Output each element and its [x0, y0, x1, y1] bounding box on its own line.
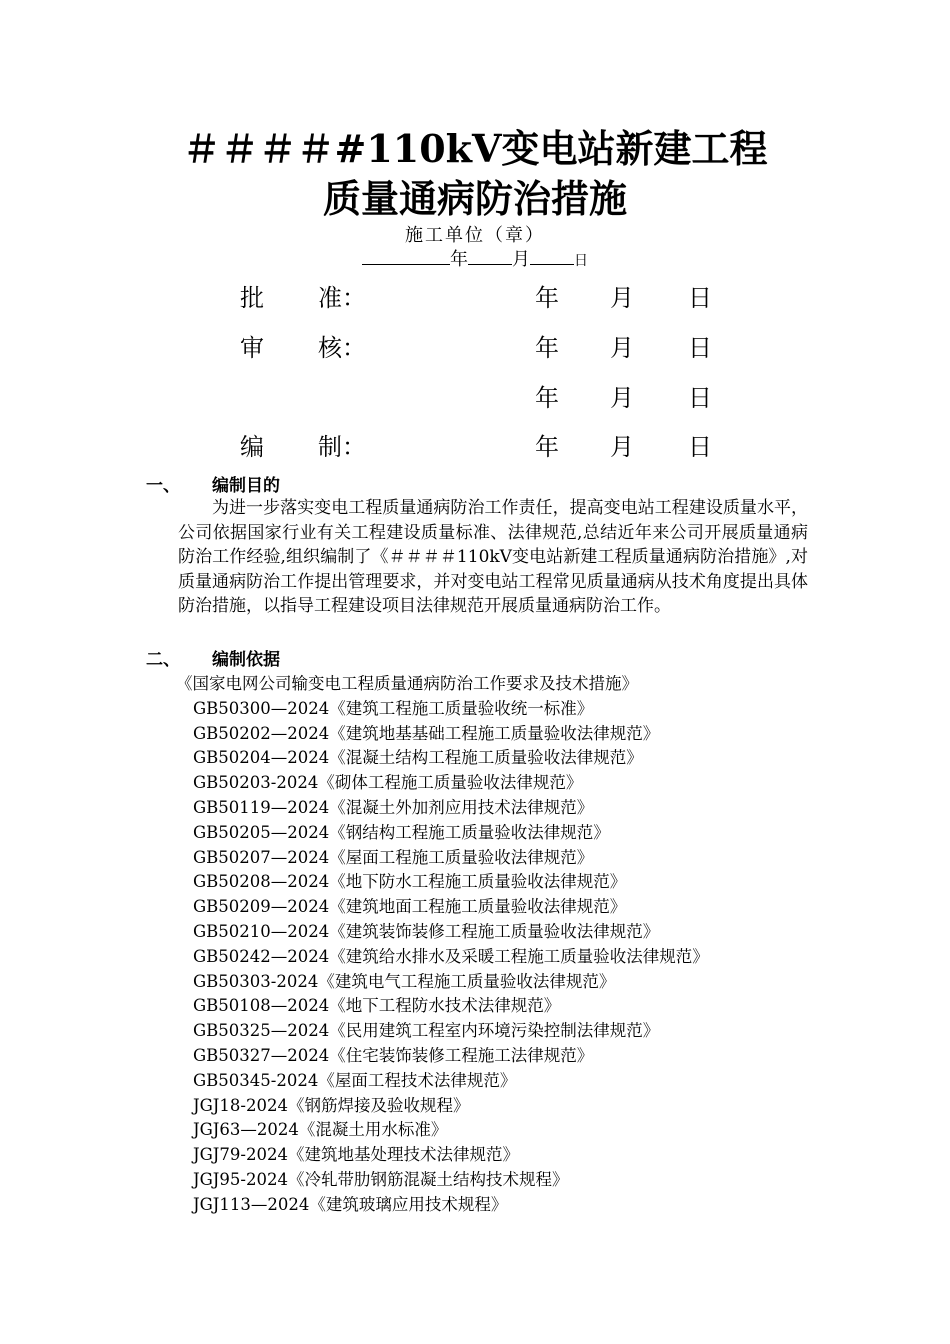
list-item: JGJ63—2024《混凝土用水标准》: [193, 1120, 448, 1140]
purpose-paragraph: 为进一步落实变电工程质量通病防治工作责任，提高变电站工程建设质量水平，公司依据国家行业有关工程建设质量标准、法律规范,总结近年来公司开展质量通病防治工作经验,组织编制了《＃＃＃＃110kV变电站新建工程质量通病防治措施》,对质量通病防治工作提出管理要求，并对变电站工程常见质量通病从技术角度提出具体防治措施，以指导工程建设项目法律规范开展质量通病防治工作。: [178, 498, 808, 616]
compile-row: [0, 429, 950, 465]
year-label: 年: [450, 249, 468, 270]
list-item: JGJ18-2024《钢筋焊接及验收规程》: [193, 1095, 470, 1115]
approval-label-1: 批: [240, 284, 264, 312]
list-item: GB50242—2024《建筑给水排水及采暖工程施工质量验收法律规范》: [193, 946, 709, 966]
approval-day: 日: [688, 284, 712, 312]
issue-date-line: [0, 248, 950, 273]
section-title: 编制目的: [212, 476, 280, 496]
list-item: GB50205—2024《钢结构工程施工质量验收法律规范》: [193, 822, 610, 842]
section-purpose-heading: [146, 474, 280, 498]
compile-month: 月: [610, 433, 634, 461]
approval-year: 年: [535, 284, 559, 312]
blank-signature-row: [0, 380, 950, 416]
document-title-line2: 质量通病防治措施: [322, 176, 627, 221]
list-item: JGJ79-2024《建筑地基处理技术法律规范》: [193, 1145, 519, 1165]
section-number: 二、: [146, 650, 180, 670]
review-day: 日: [688, 334, 712, 362]
list-item: GB50208—2024《地下防水工程施工质量验收法律规范》: [193, 872, 627, 892]
list-item: GB50203-2024《砌体工程施工质量验收法律规范》: [193, 773, 583, 793]
document-title-line1: ＃＃＃＃#110kV变电站新建工程: [182, 126, 768, 171]
section-title: 编制依据: [212, 650, 280, 670]
blank-month: 月: [610, 384, 634, 412]
review-label-2: 核：: [318, 334, 366, 362]
approval-row: [0, 280, 950, 316]
day-blank: [530, 248, 574, 265]
approval-label-2: 准：: [318, 284, 366, 312]
list-item: 《国家电网公司输变电工程质量通病防治工作要求及技术措施》: [176, 674, 638, 693]
list-item: GB50119—2024《混凝土外加剂应用技术法律规范》: [193, 797, 594, 817]
approval-month: 月: [610, 284, 634, 312]
list-item: GB50202—2024《建筑地基基础工程施工质量验收法律规范》: [193, 723, 660, 743]
day-label: 日: [574, 253, 588, 269]
blank-year: 年: [535, 384, 559, 412]
year-blank: [362, 248, 450, 265]
list-item: GB50300—2024《建筑工程施工质量验收统一标准》: [193, 698, 594, 718]
section-basis-heading: [146, 648, 280, 672]
compile-label-2: 制：: [318, 433, 366, 461]
review-month: 月: [610, 334, 634, 362]
compile-label-1: 编: [240, 433, 264, 461]
list-item: GB50327—2024《住宅装饰装修工程施工法律规范》: [193, 1045, 594, 1065]
construction-unit-label: 施工单位（章）: [405, 225, 545, 246]
month-label: 月: [512, 249, 530, 270]
compile-year: 年: [535, 433, 559, 461]
month-blank: [468, 248, 512, 265]
review-row: [0, 330, 950, 366]
list-item: GB50207—2024《屋面工程施工质量验收法律规范》: [193, 847, 594, 867]
list-item: GB50325—2024《民用建筑工程室内环境污染控制法律规范》: [193, 1021, 660, 1041]
list-item: GB50303-2024《建筑电气工程施工质量验收法律规范》: [193, 971, 616, 991]
basis-list: [0, 672, 950, 1218]
list-item: GB50204—2024《混凝土结构工程施工质量验收法律规范》: [193, 748, 643, 768]
review-year: 年: [535, 334, 559, 362]
compile-day: 日: [688, 433, 712, 461]
list-item: GB50108—2024《地下工程防水技术法律规范》: [193, 996, 561, 1016]
list-item: GB50210—2024《建筑装饰装修工程施工质量验收法律规范》: [193, 921, 660, 941]
list-item: GB50345-2024《屋面工程技术法律规范》: [193, 1070, 517, 1090]
review-label-1: 审: [240, 334, 264, 362]
blank-day: 日: [688, 384, 712, 412]
section-number: 一、: [146, 476, 180, 496]
list-item: JGJ113—2024《建筑玻璃应用技术规程》: [193, 1194, 508, 1214]
list-item: JGJ95-2024《冷轧带肋钢筋混凝土结构技术规程》: [193, 1169, 569, 1189]
list-item: GB50209—2024《建筑地面工程施工质量验收法律规范》: [193, 897, 627, 917]
